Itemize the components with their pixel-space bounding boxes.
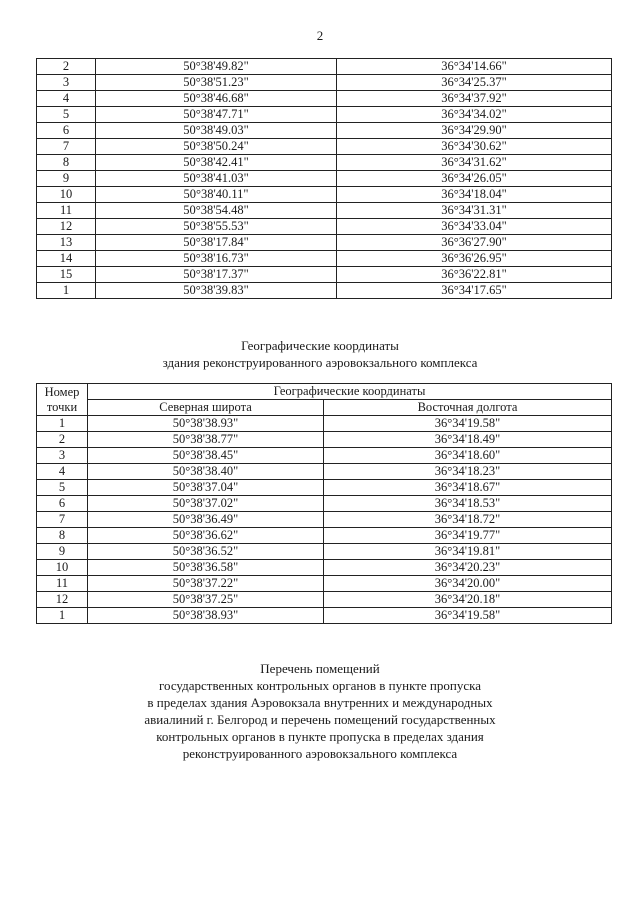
- table-row: [37, 75, 612, 91]
- point-number-cell: 4: [37, 91, 96, 107]
- east-longitude-cell: 36°34'19.81": [324, 544, 612, 560]
- table-row: [37, 416, 612, 432]
- table-row: [37, 171, 612, 187]
- header-east-longitude: Восточная долгота: [324, 400, 612, 416]
- heading-line: реконструированного аэровокзального комплекса: [182, 746, 458, 761]
- point-number-cell: 3: [37, 75, 96, 91]
- point-number-cell: 8: [37, 528, 88, 544]
- east-longitude-cell: 36°34'18.53": [324, 496, 612, 512]
- table-row: [37, 608, 612, 624]
- table-subheader-row: [37, 400, 612, 416]
- heading-line: Перечень помещений: [260, 661, 380, 676]
- table-row: [37, 496, 612, 512]
- north-latitude-cell: 50°38'36.52": [88, 544, 324, 560]
- point-number-cell: 13: [37, 235, 96, 251]
- table-row: [37, 251, 612, 267]
- point-number-cell: 5: [37, 107, 96, 123]
- point-number-cell: 7: [37, 139, 96, 155]
- east-longitude-cell: 36°34'20.18": [324, 592, 612, 608]
- point-number-cell: 4: [37, 464, 88, 480]
- east-longitude-cell: 36°34'34.02": [337, 107, 612, 123]
- north-latitude-cell: 50°38'38.77": [88, 432, 324, 448]
- east-longitude-cell: 36°34'18.23": [324, 464, 612, 480]
- page-number: 2: [316, 28, 324, 43]
- point-number-cell: 7: [37, 512, 88, 528]
- north-latitude-cell: 50°38'17.84": [96, 235, 337, 251]
- coordinates-table-1-body: [37, 59, 612, 299]
- table-row: [37, 480, 612, 496]
- north-latitude-cell: 50°38'38.40": [88, 464, 324, 480]
- point-number-cell: 6: [37, 123, 96, 139]
- east-longitude-cell: 36°36'27.90": [337, 235, 612, 251]
- table-row: [37, 544, 612, 560]
- east-longitude-cell: 36°34'18.04": [337, 187, 612, 203]
- point-number-cell: 1: [37, 608, 88, 624]
- table-row: [37, 219, 612, 235]
- table-row: [37, 155, 612, 171]
- north-latitude-cell: 50°38'37.02": [88, 496, 324, 512]
- east-longitude-cell: 36°34'31.62": [337, 155, 612, 171]
- point-number-cell: 3: [37, 448, 88, 464]
- table-row: [37, 203, 612, 219]
- heading-line: в пределах здания Аэровокзала внутренних и международных: [147, 695, 493, 710]
- north-latitude-cell: 50°38'51.23": [96, 75, 337, 91]
- point-number-cell: 11: [37, 203, 96, 219]
- header-north-latitude: Северная широта: [88, 400, 324, 416]
- heading-line: Географические координаты: [241, 338, 399, 353]
- point-number-cell: 8: [37, 155, 96, 171]
- point-number-cell: 11: [37, 576, 88, 592]
- table-row: [37, 139, 612, 155]
- east-longitude-cell: 36°34'37.92": [337, 91, 612, 107]
- coordinates-table-2: [36, 383, 612, 624]
- north-latitude-cell: 50°38'46.68": [96, 91, 337, 107]
- point-number-cell: 1: [37, 283, 96, 299]
- table-row: [37, 464, 612, 480]
- point-number-cell: 6: [37, 496, 88, 512]
- north-latitude-cell: 50°38'55.53": [96, 219, 337, 235]
- east-longitude-cell: 36°34'17.65": [337, 283, 612, 299]
- north-latitude-cell: 50°38'40.11": [96, 187, 337, 203]
- east-longitude-cell: 36°34'20.23": [324, 560, 612, 576]
- table-row: [37, 432, 612, 448]
- table-row: [37, 267, 612, 283]
- point-number-cell: 1: [37, 416, 88, 432]
- east-longitude-cell: 36°34'19.58": [324, 608, 612, 624]
- east-longitude-cell: 36°34'30.62": [337, 139, 612, 155]
- heading-line: здания реконструированного аэровокзального комплекса: [162, 355, 478, 370]
- point-number-cell: 14: [37, 251, 96, 267]
- east-longitude-cell: 36°34'25.37": [337, 75, 612, 91]
- east-longitude-cell: 36°34'18.67": [324, 480, 612, 496]
- east-longitude-cell: 36°34'19.77": [324, 528, 612, 544]
- table-row: [37, 123, 612, 139]
- heading-line: государственных контрольных органов в пункте пропуска: [159, 678, 481, 693]
- point-number-cell: 5: [37, 480, 88, 496]
- table-header-row: [37, 384, 612, 400]
- point-number-cell: 12: [37, 219, 96, 235]
- heading-line: контрольных органов в пункте пропуска в пределах здания: [156, 729, 484, 744]
- east-longitude-cell: 36°34'18.60": [324, 448, 612, 464]
- point-number-cell: 2: [37, 59, 96, 75]
- table-row: [37, 91, 612, 107]
- north-latitude-cell: 50°38'37.25": [88, 592, 324, 608]
- north-latitude-cell: 50°38'16.73": [96, 251, 337, 267]
- east-longitude-cell: 36°34'31.31": [337, 203, 612, 219]
- east-longitude-cell: 36°34'14.66": [337, 59, 612, 75]
- point-number-cell: 15: [37, 267, 96, 283]
- table-row: [37, 187, 612, 203]
- point-number-cell: 10: [37, 560, 88, 576]
- north-latitude-cell: 50°38'17.37": [96, 267, 337, 283]
- north-latitude-cell: 50°38'54.48": [96, 203, 337, 219]
- north-latitude-cell: 50°38'39.83": [96, 283, 337, 299]
- north-latitude-cell: 50°38'41.03": [96, 171, 337, 187]
- table-row: [37, 512, 612, 528]
- north-latitude-cell: 50°38'38.93": [88, 608, 324, 624]
- heading-line: авиалиний г. Белгород и перечень помещений государственных: [144, 712, 496, 727]
- table-row: [37, 448, 612, 464]
- east-longitude-cell: 36°36'26.95": [337, 251, 612, 267]
- north-latitude-cell: 50°38'49.82": [96, 59, 337, 75]
- premises-list-heading: [0, 660, 640, 762]
- coordinates-table-1: [36, 58, 612, 299]
- north-latitude-cell: 50°38'49.03": [96, 123, 337, 139]
- east-longitude-cell: 36°34'20.00": [324, 576, 612, 592]
- header-point-number: Номер точки: [37, 384, 88, 416]
- north-latitude-cell: 50°38'36.62": [88, 528, 324, 544]
- point-number-cell: 10: [37, 187, 96, 203]
- table-row: [37, 528, 612, 544]
- north-latitude-cell: 50°38'42.41": [96, 155, 337, 171]
- north-latitude-cell: 50°38'37.22": [88, 576, 324, 592]
- table-row: [37, 592, 612, 608]
- table-row: [37, 576, 612, 592]
- east-longitude-cell: 36°36'22.81": [337, 267, 612, 283]
- north-latitude-cell: 50°38'37.04": [88, 480, 324, 496]
- north-latitude-cell: 50°38'38.45": [88, 448, 324, 464]
- east-longitude-cell: 36°34'29.90": [337, 123, 612, 139]
- north-latitude-cell: 50°38'50.24": [96, 139, 337, 155]
- table-row: [37, 59, 612, 75]
- north-latitude-cell: 50°38'36.49": [88, 512, 324, 528]
- point-number-cell: 9: [37, 544, 88, 560]
- building-coordinates-heading: [0, 337, 640, 371]
- table-row: [37, 283, 612, 299]
- north-latitude-cell: 50°38'47.71": [96, 107, 337, 123]
- header-geo-coordinates: Географические координаты: [88, 384, 612, 400]
- east-longitude-cell: 36°34'19.58": [324, 416, 612, 432]
- north-latitude-cell: 50°38'38.93": [88, 416, 324, 432]
- point-number-cell: 12: [37, 592, 88, 608]
- point-number-cell: 9: [37, 171, 96, 187]
- east-longitude-cell: 36°34'26.05": [337, 171, 612, 187]
- coordinates-table-2-body: [37, 416, 612, 624]
- north-latitude-cell: 50°38'36.58": [88, 560, 324, 576]
- east-longitude-cell: 36°34'18.72": [324, 512, 612, 528]
- point-number-cell: 2: [37, 432, 88, 448]
- east-longitude-cell: 36°34'18.49": [324, 432, 612, 448]
- table-row: [37, 235, 612, 251]
- table-row: [37, 107, 612, 123]
- table-row: [37, 560, 612, 576]
- east-longitude-cell: 36°34'33.04": [337, 219, 612, 235]
